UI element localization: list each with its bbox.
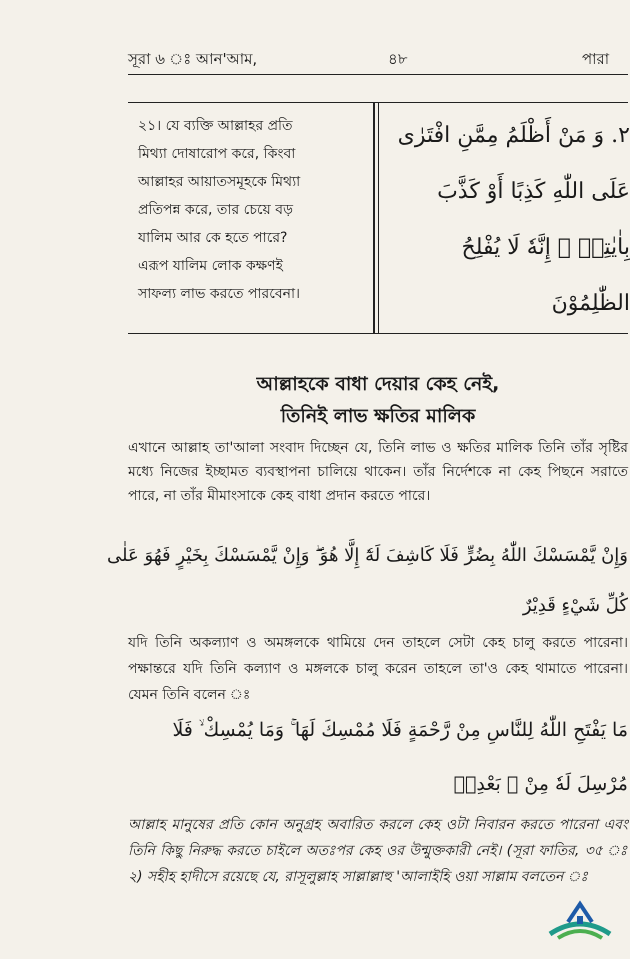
verse-divider bbox=[373, 102, 375, 334]
bangla-line: ২১। যে ব্যক্তি আল্লাহর প্রতি bbox=[138, 118, 293, 134]
page-number: ৪৮ bbox=[388, 50, 408, 68]
bangla-line: প্রতিপন্ন করে, তার চেয়ে বড় bbox=[138, 202, 293, 218]
arabic-line: الظّٰلِمُوْنَ bbox=[551, 291, 630, 316]
bangla-line: মিথ্যা দোষারোপ করে, কিংবা bbox=[138, 146, 296, 162]
para-label: পারা bbox=[582, 50, 610, 68]
commentary-paragraph-3: আল্লাহ মানুষের প্রতি কোন অনুগ্রহ অবারিত করলে কেহ ওটা নিবারন করতে পারেনা এবং তিনি কিছু নিরুদ্ধ করতে চাইলে অতঃপর কেহ ওর উন্মুক্তকারী নেই। (সূরা ফাতির, ৩৫ ঃ ২) সহীহ হাদীসে রয়েছে যে, রাসূলুল্লাহ সাল্লাল্লাহু 'আলাইহি ওয়া সাল্লাম বলতেন ঃ bbox=[128, 817, 628, 885]
surah-label: সূরা ৬ ঃ আন'আম, bbox=[128, 50, 258, 68]
arabic-quote-2-line-2: مُرْسِلَ لَهٗ مِنْ ۢ بَعْدِهٖ bbox=[453, 773, 628, 795]
commentary-paragraph-1: এখানে আল্লাহ তা'আলা সংবাদ দিচ্ছেন যে, তিনি লাভ ও ক্ষতির মালিক তিনি তাঁর সৃষ্টির মধ্যে নিজের ইচ্ছামত ব্যবস্থাপনা চালিয়ে থাকেন। তাঁর নির্দেশকে না কেহ পিছনে সরাতে পারে, না তাঁর মীমাংসাকে কেহ বাধা প্রদান করতে পারে। bbox=[128, 440, 628, 504]
commentary-paragraph-2: যদি তিনি অকল্যাণ ও অমঙ্গলকে থামিয়ে দেন তাহলে সেটা কেহ চালু করতে পারেনা। পক্ষান্তরে যদি তিনি কল্যাণ ও মঙ্গলকে চালু করেন তাহলে তা'ও কেহ থামাতে পারেনা। যেমন তিনি বলেন ঃ bbox=[128, 635, 628, 703]
arabic-verse bbox=[390, 108, 630, 332]
publisher-logo-icon bbox=[540, 896, 620, 946]
arabic-quote-2-line-1: مَا يَفْتَحِ اللّٰهُ لِلنَّاسِ مِنْ رَّحْمَةٍ فَلَا مُمْسِكَ لَهَا ۚ وَمَا يُمْسِكْ ۙ فَلَا bbox=[172, 719, 628, 741]
heading-line-1: আল্লাহকে বাধা দেয়ার কেহ নেই, bbox=[256, 373, 500, 395]
bangla-line: সাফল্য লাভ করতে পারবেনা। bbox=[138, 286, 301, 302]
heading-line-2: তিনিই লাভ ক্ষতির মালিক bbox=[280, 405, 476, 427]
page-header bbox=[0, 48, 628, 74]
bangla-translation bbox=[138, 112, 366, 308]
arabic-quote-1-line-2: كُلِّ شَيْءٍ قَدِيْرٌ bbox=[522, 595, 628, 616]
arabic-line: عَلَى اللّٰهِ كَذِبًا أَوْ كَذَّبَ bbox=[437, 179, 630, 204]
arabic-line: ٢. وَ مَنْ أَظْلَمُ مِمَّنِ افْتَرٰى bbox=[397, 123, 630, 148]
bangla-line: এরূপ যালিম লোক কক্ষণই bbox=[138, 258, 283, 274]
arabic-line: بِاٰيٰتِهٖ ۗ إِنَّهٗ لَا يُفْلِحُ bbox=[461, 235, 630, 260]
header-rule bbox=[128, 74, 628, 75]
verse-box bbox=[128, 102, 628, 334]
verse-bottom-rule bbox=[128, 333, 628, 334]
section-heading bbox=[128, 368, 628, 432]
verse-divider-inner bbox=[378, 102, 379, 334]
arabic-quote-1-line-1: وَإِنْ يَّمْسَسْكَ اللّٰهُ بِضُرٍّ فَلَا كَاشِفَ لَهٗٓ إِلَّا هُوَ ۖ وَإِنْ يَّمْسَسْكَ بِخَيْرٍ فَهُوَ عَلٰى bbox=[107, 545, 628, 566]
bangla-line: আল্লাহর আয়াতসমূহকে মিথ্যা bbox=[138, 174, 301, 190]
bangla-line: যালিম আর কে হতে পারে? bbox=[138, 230, 288, 246]
